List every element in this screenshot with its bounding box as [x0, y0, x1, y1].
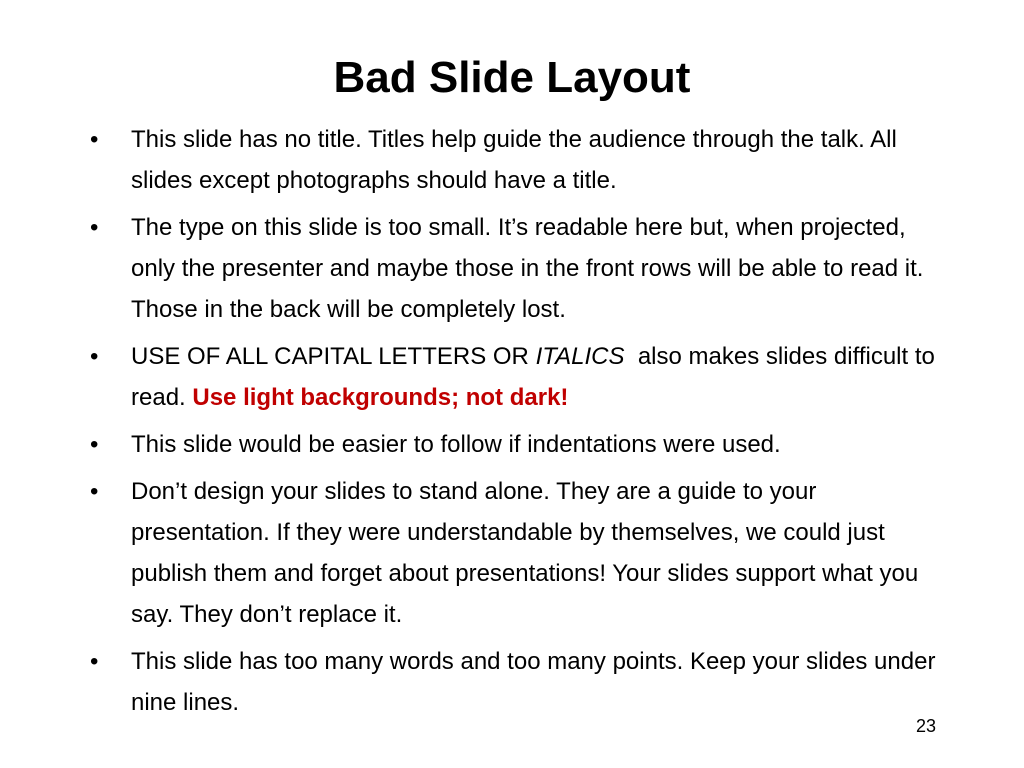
bullet-item [90, 471, 950, 635]
slide-title: Bad Slide Layout [333, 53, 691, 102]
bullet-dot: • [90, 343, 99, 370]
bullet-text-caps: USE OF ALL CAPITAL LETTERS OR [131, 343, 536, 370]
page-number: 23 [915, 716, 936, 736]
bullet-dot: • [90, 214, 99, 241]
bullet-text: Don’t design your slides to stand alone. They are a guide to your presentation. If they were understandable by themselves, we could just publish them and forget about presentations! Your slides support what you say. They don’t replace it. [131, 478, 919, 628]
bullet-text-highlight: Use light backgrounds; not dark! [192, 384, 569, 411]
bullet-list [90, 119, 950, 729]
bullet-text-continued: also makes slides difficult to read. [131, 343, 942, 411]
bullet-text: This slide has no title. Titles help guide the audience through the talk. All slides except photographs should have a title. [131, 126, 897, 194]
bullet-text: This slide would be easier to follow if indentations were used. [131, 431, 781, 458]
bullet-text: The type on this slide is too small. It’s readable here but, when projected, only the presenter and maybe those in the front rows will be able to read it. Those in the back will be completely lost. [131, 214, 924, 323]
bullet-item [90, 336, 950, 418]
bullet-text: This slide has too many words and too many points. Keep your slides under nine lines. [131, 648, 936, 716]
bullet-dot: • [90, 478, 99, 505]
bullet-text-italic: ITALICS [535, 343, 625, 370]
bullet-item [90, 641, 950, 723]
bullet-dot: • [90, 126, 99, 153]
bullet-item [90, 119, 950, 201]
bullet-item [90, 424, 950, 465]
bullet-dot: • [90, 648, 99, 675]
bullet-item [90, 207, 950, 330]
bullet-dot: • [90, 431, 99, 458]
